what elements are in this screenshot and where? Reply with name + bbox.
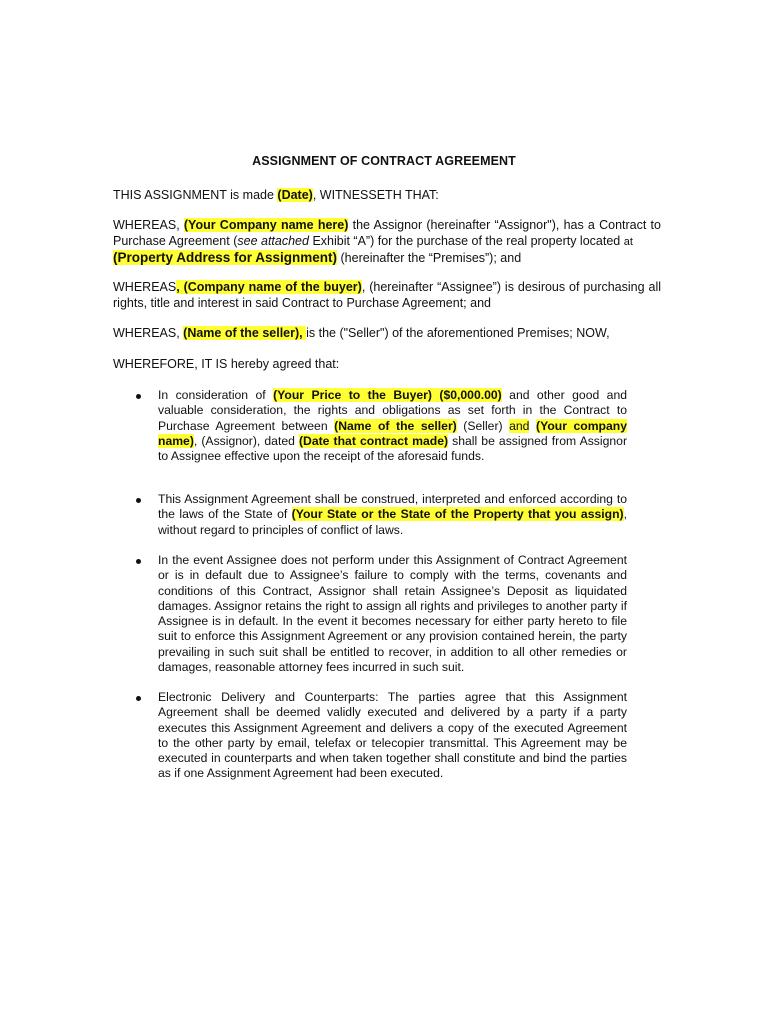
list-item-text: In the event Assignee does not perform under this Assignment of Contract Agreement or is in default due to Assignee’s failure to comply with the terms, covenants and conditions of this Contract, Assignor shall retain Assignee’s Deposit as liquidated damages. Assignor retains the right to assign all rights and privileges to another party if Assignee is in default. In the event it becomes necessary for either party hereto to file suit to enforce this Assignment Agreement or any provision contained herein, the party prevailing in such suit shall be entitled to recover, in addition to all other remedies or damages, reasonable attorney fees incurred in such suit. [158, 553, 627, 675]
bullet-icon [136, 394, 141, 399]
text: In consideration of [158, 388, 274, 402]
text: WHEREAS, [113, 218, 184, 232]
paragraph-wherefore: WHEREFORE, IT IS hereby agreed that: [113, 357, 340, 371]
text: , WITNESSETH THAT: [312, 188, 439, 202]
placeholder-date: (Date) [277, 188, 313, 202]
list-item-text [158, 388, 627, 464]
bullet-icon [136, 559, 141, 564]
text: the Assignor (hereinafter “Assignor"), has a Contract to Purchase Agreement ( [113, 218, 661, 248]
placeholder-contract-date: (Date that contract made) [298, 433, 449, 448]
text: THIS ASSIGNMENT is made [113, 188, 278, 202]
text: (Seller) [456, 418, 510, 433]
text: shall be assigned from Assignor to Assignee effective upon the receipt of the aforesaid funds. [158, 433, 628, 464]
text: is the ("Seller") of the aforementioned Premises; NOW, [306, 326, 610, 340]
bullet-icon [136, 696, 141, 701]
placeholder-property-address: (Property Address for Assignment) [113, 250, 338, 265]
document-title: ASSIGNMENT OF CONTRACT AGREEMENT [252, 154, 516, 168]
text-italic: see attached [237, 233, 309, 248]
placeholder-company-name: (Your company name) [158, 418, 627, 448]
text: Exhibit “A”) for the purchase of the real property located [308, 233, 624, 248]
text: , (hereinafter “Assignee”) is desirous of purchasing all rights, title and interest in said Contract to Purchase Agreement; and [113, 280, 661, 310]
placeholder-seller-name: (Name of the seller), [183, 326, 307, 340]
paragraph-whereas-assignee [113, 280, 661, 311]
text: This Assignment Agreement shall be construed, interpreted and enforced according to the laws of the State of [158, 492, 627, 522]
bullet-icon [136, 498, 141, 503]
text: WHEREAS, [113, 326, 184, 340]
paragraph-whereas-assignor [113, 218, 661, 267]
text: , without regard to principles of conflict of laws. [158, 507, 627, 537]
list-item-text [158, 492, 627, 538]
paragraph-whereas-seller [113, 326, 661, 342]
placeholder-price: (Your Price to the Buyer) ($0,000.00) [273, 388, 502, 402]
placeholder-company-name: (Your Company name here) [183, 218, 349, 232]
text: and other good and valuable consideration, the rights and obligations as set forth in the Contract to Purchase Agreement between [158, 388, 628, 433]
text: (hereinafter the “Premises”); and [337, 251, 522, 265]
placeholder-seller-name: (Name of the seller) [334, 418, 457, 433]
highlighted-text: and [509, 418, 530, 433]
text-small: at [623, 235, 633, 248]
placeholder-buyer-company: , (Company name of the buyer) [176, 280, 362, 294]
list-item-text: Electronic Delivery and Counterparts: The parties agree that this Assignment Agreement shall be deemed validly executed and delivered by a party if a party executes this Assignment Agreement and delivers a copy of the executed Agreement to the other party by email, telefax or telecopier transmittal. This Agreement may be executed in counterparts and when taken together shall constitute and bind the parties as if one Assignment Agreement had been executed. [158, 690, 627, 781]
text: , (Assignor), dated [193, 433, 299, 448]
placeholder-state: (Your State or the State of the Property that you assign) [291, 507, 624, 522]
paragraph-assignment-date [113, 188, 661, 204]
text: WHEREAS [113, 280, 177, 294]
